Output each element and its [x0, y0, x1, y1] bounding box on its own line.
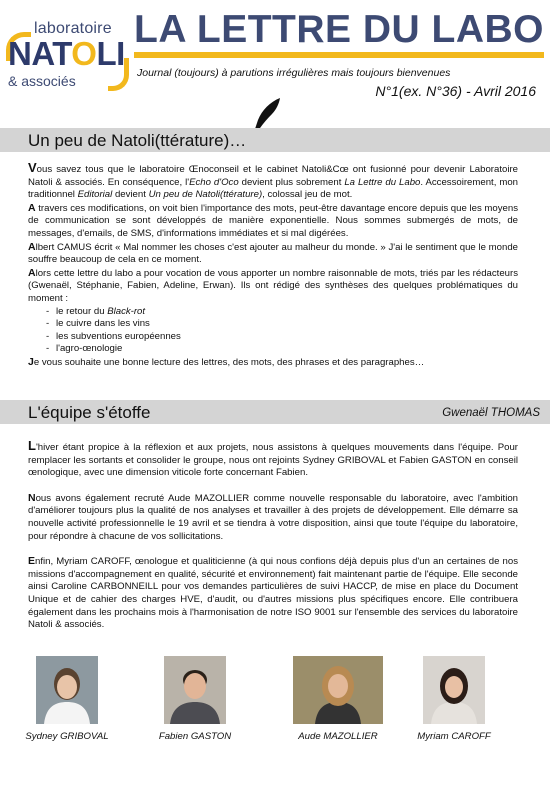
portrait-face	[328, 674, 348, 698]
logo-top-text: laboratoire	[34, 20, 112, 37]
team-caption: Myriam CAROFF	[417, 731, 491, 742]
drop-cap: A	[28, 266, 36, 279]
list-item	[28, 306, 518, 319]
emphasis: Echo d'Oco	[189, 176, 239, 188]
logo-bottom-text: & associés	[8, 73, 76, 89]
emphasis: Un peu de Natoli(ttérature)	[148, 189, 263, 201]
logo-brand-o: O	[71, 35, 97, 72]
portrait-image	[164, 656, 226, 724]
text: les subventions européennes	[56, 330, 181, 342]
topic-list	[28, 306, 518, 356]
text: devient plus sobrement	[238, 176, 345, 188]
logo-brand-start: NAT	[8, 35, 72, 72]
team-caption: Aude MAZOLLIER	[298, 731, 378, 742]
paragraph	[28, 356, 518, 370]
drop-cap: V	[28, 160, 37, 175]
text: nfin, Myriam CAROFF, œnologue et qualiticienne (à qui nous confions déjà depuis plus d'un an certaines de nos missions d'accompagnement en qualité, sécurité et environnement) fait maintenant partie de l'équipe. Elle seconde ainsi Caroline CARBONNEILL pour vos demandes particulières de suivi HACCP, de mise en place du Document Unique et de cahier des charges HVE, d'audit, ou d'autres missions plus spécifiques encore. Elle contribuera également dans les prochains mois à l'harmonisation de notre ISO 9001 sur l'ensemble des services du laboratoire Natoli & associés.	[28, 556, 518, 631]
paragraph	[28, 267, 518, 306]
drop-cap: L	[28, 438, 36, 453]
paragraph	[28, 440, 518, 480]
team-photo	[293, 656, 383, 724]
logo-brand	[8, 36, 125, 72]
emphasis: La Lettre du Labo	[344, 176, 421, 188]
drop-cap: A	[28, 201, 36, 214]
team-caption: Fabien GASTON	[158, 731, 232, 742]
drop-cap: N	[28, 491, 36, 504]
team-photo	[164, 656, 226, 724]
section-2-body	[28, 440, 518, 632]
emphasis: Editorial	[77, 189, 113, 201]
portrait-image	[293, 656, 383, 724]
paragraph	[28, 555, 518, 632]
portrait-face	[184, 673, 206, 699]
list-item	[28, 343, 518, 356]
text: travers ces modifications, on voit bien l'importance des mots, peut-être davantage encore depuis que les moyens de communication se sont développés de manière exponentielle. Nous sommes submergés de mots, de messages, d'emails, de SMS, d'informations immédiates et si mal digérées.	[28, 202, 518, 239]
text: devient	[112, 189, 149, 201]
section-title-1: Un peu de Natoli(ttérature)…	[28, 131, 247, 150]
portrait-image	[423, 656, 485, 724]
section-title-2: L'équipe s'étoffe	[28, 403, 151, 422]
drop-cap: A	[28, 240, 36, 253]
portrait-face	[445, 676, 463, 698]
logo	[8, 18, 128, 98]
drop-cap: E	[28, 555, 36, 568]
text: l'agro-œnologie	[56, 343, 123, 355]
text: ous avons également recruté Aude MAZOLLIER comme nouvelle responsable du laboratoire, avec l'ambition d'améliorer toujours plus la qualité de nos analyses et travailler à des projets de développement. Elle démarre sa nouvelle activité professionnelle le 19 avril et se tiendra à votre disposition, ainsi que toute l'équipe du laboratoire, pour répondre à chacune de vos sollicitations.	[28, 492, 518, 542]
list-item	[28, 331, 518, 344]
list-item	[28, 318, 518, 331]
text: le retour du	[56, 305, 108, 317]
section-author: Gwenaël THOMAS	[442, 407, 540, 419]
text: , colossal jeu de mot.	[262, 189, 353, 201]
portrait-image	[36, 656, 98, 724]
newsletter-subtitle: Journal (toujours) à parutions irrégulières mais toujours bienvenues	[137, 67, 451, 79]
section-1-body	[28, 162, 518, 370]
paragraph	[28, 202, 518, 241]
emphasis: Black-rot	[107, 305, 146, 317]
paragraph	[28, 241, 518, 267]
text: lbert CAMUS écrit « Mal nommer les choses c'est ajouter au malheur du monde. » J'ai le sentiment que le monde souffre beaucoup de cela en ce moment.	[28, 241, 518, 266]
issue-number: N°1(ex. N°36) - Avril 2016	[375, 83, 536, 99]
text: 'hiver étant propice à la réflexion et aux projets, nous assistons à quelques mouvements dans l'équipe. Pour remplacer les sortants et consolider le groupe, nous ont rejoints Sydney GRIBOVAL et Fabien GASTON en conseil œnologique, avec une dimension viticole forte concernant Fabien.	[28, 442, 518, 479]
paragraph	[28, 162, 518, 202]
portrait-face	[57, 675, 77, 699]
text: le cuivre dans les vins	[56, 318, 150, 330]
team-photo	[36, 656, 98, 724]
team-photo	[423, 656, 485, 724]
text: e vous souhaite une bonne lecture des lettres, des mots, des phrases et des paragraphes…	[33, 356, 425, 368]
drop-cap: J	[28, 355, 34, 368]
team-caption: Sydney GRIBOVAL	[25, 731, 109, 742]
text: lors cette lettre du labo a pour vocation de vous apporter un nombre raisonnable de mots, triés par les rédacteurs (Gwenaël, Stéphanie, Fabien, Adeline, Erwan). Ils ont rédigé des synthèses des quelques problématiques du moment :	[28, 267, 518, 304]
title-underline	[134, 52, 544, 58]
newsletter-title: LA LETTRE DU LABO	[134, 8, 545, 51]
text: ous savez tous que le laboratoire Œnoconseil et le cabinet Natoli&Cœ ont fusionné pour devenir Laboratoire Natoli & associés. En conséquence, l'	[28, 164, 518, 188]
paragraph	[28, 492, 518, 543]
logo-brand-end: LI	[96, 35, 125, 72]
text: . Accessoirement, mon traditionnel	[28, 176, 518, 201]
